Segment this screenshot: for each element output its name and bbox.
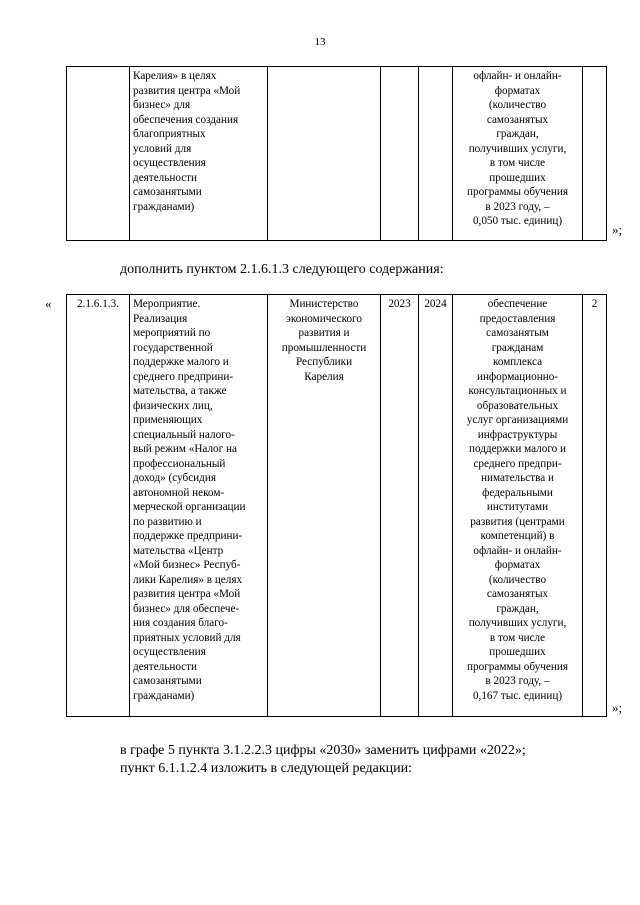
table2-cell-year-start: 2023 xyxy=(381,295,419,717)
table2-cell-executor: Министерство экономического развития и промышленности Республики Карелия xyxy=(268,295,381,717)
opening-quote-mark: « xyxy=(45,296,52,311)
table2-cell-number: 2.1.6.1.3. xyxy=(67,295,130,717)
paragraph-restate-item: пункт 6.1.1.2.4 изложить в следующей редакции: xyxy=(120,761,412,776)
table1-cell-code xyxy=(583,67,607,241)
table2-cell-code: 2 xyxy=(583,295,607,717)
table2-cell-year-end: 2024 xyxy=(419,295,453,717)
table1-cell-description: Карелия» в целях развития центра «Мой бизнес» для обеспечения создания благоприятных условий для осуществления деятельности самозанятыми гражданами) xyxy=(130,67,268,241)
table1-cell-year-end xyxy=(419,67,453,241)
table2-cell-description: Мероприятие. Реализация мероприятий по государственной поддержке малого и среднего предприни- мательства, а также физических лиц, применяющих специальный налого- вый режим «Налог на профессиональный доход» (субсидия автономной неком- мерческой организации по развитию и поддержке предприни- мательства «Центр «Мой бизнес» Респуб- лики Карелия» в целях развития центра «Мой бизнес» для обеспече- ния создания благо- приятных условий для осуществления деятельности самозанятыми гражданами) xyxy=(130,295,268,717)
table-new-item xyxy=(66,294,607,717)
page-number: 13 xyxy=(314,36,326,48)
closing-quote-mark: »; xyxy=(612,222,623,237)
table1-cell-indicator: офлайн- и онлайн- форматах (количество самозанятых граждан, получивших услуги, в том числе прошедших программы обучения в 2023 году, – 0,050 тыс. единиц) xyxy=(453,67,583,241)
table2-cell-indicator: обеспечение предоставления самозанятым гражданам комплекса информационно- консультационных и образовательных услуг организациями инфраструктуры поддержки малого и среднего предпри- нимательства и федеральными институтами развития (центрами компетенций) в офлайн- и онлайн- форматах (количество самозанятых граждан, получивших услуги, в том числе прошедших программы обучения в 2023 году, – 0,167 тыс. единиц) xyxy=(453,295,583,717)
closing-quote-mark-2: »; xyxy=(612,700,623,715)
table1-cell-executor xyxy=(268,67,381,241)
table1-cell-number xyxy=(67,67,130,241)
paragraph-replace-digits: в графе 5 пункта 3.1.2.2.3 цифры «2030» заменить цифрами «2022»; xyxy=(120,743,526,758)
table1-cell-year-start xyxy=(381,67,419,241)
table-continuation xyxy=(66,66,607,241)
paragraph-add-item: дополнить пунктом 2.1.6.1.3 следующего содержания: xyxy=(120,262,444,277)
